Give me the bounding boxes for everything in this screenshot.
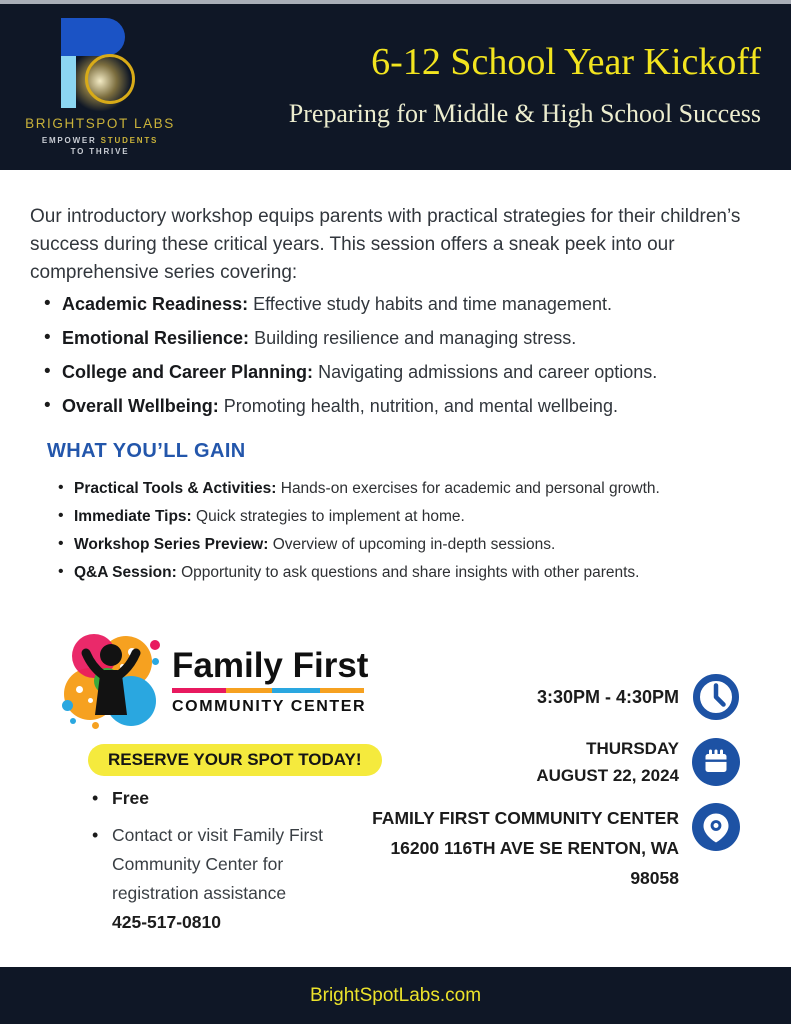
flyer-title: 6-12 School Year Kickoff bbox=[371, 41, 761, 83]
logo-dot bbox=[150, 640, 160, 650]
phone-number[interactable]: 425-517-0810 bbox=[112, 912, 221, 932]
header-banner bbox=[0, 0, 791, 170]
reserve-banner[interactable]: RESERVE YOUR SPOT TODAY! bbox=[88, 744, 382, 776]
brand-tagline-line1 bbox=[18, 136, 182, 145]
tagline-word-students: STUDENTS bbox=[100, 136, 159, 145]
bar-orange-segment bbox=[320, 688, 364, 693]
gain-list bbox=[74, 480, 774, 592]
list-item: • Overall Wellbeing: Promoting health, nutrition, and mental wellbeing. bbox=[62, 396, 762, 417]
date-row bbox=[536, 735, 740, 789]
topics-list bbox=[62, 294, 762, 430]
logo-dot bbox=[62, 700, 73, 711]
intro-paragraph: Our introductory workshop equips parents with practical strategies for their children’s success during these critical years. This session offers a sneak peek into our comprehensive series covering: bbox=[30, 206, 741, 283]
clock-icon bbox=[692, 673, 740, 721]
website-link[interactable]: BrightSpotLabs.com bbox=[309, 985, 482, 1006]
list-item: • Workshop Series Preview: Overview of upcoming in-depth sessions. bbox=[74, 536, 774, 554]
brand-name: BRIGHTSPOT LABS bbox=[25, 116, 175, 131]
bar-pink-segment bbox=[172, 688, 226, 693]
location-pin-icon bbox=[692, 803, 740, 851]
calendar-icon bbox=[692, 738, 740, 786]
logo-gold-ring bbox=[85, 54, 135, 104]
list-item: • College and Career Planning: Navigating admissions and career options. bbox=[62, 362, 762, 383]
logo-dot bbox=[152, 658, 159, 665]
bar-blue-segment bbox=[272, 688, 320, 693]
child-silhouette-icon bbox=[76, 642, 146, 722]
tagline-word-empower: EMPOWER bbox=[41, 136, 97, 145]
gain-section-heading: WHAT YOU’LL GAIN bbox=[47, 440, 246, 462]
cta-list bbox=[112, 784, 364, 945]
list-item: • Contact or visit Family First Community Center for registration assistance 425-517-0810 bbox=[112, 821, 364, 937]
list-item: • Free bbox=[112, 784, 364, 813]
family-first-logo-icon bbox=[62, 634, 160, 728]
bar-orange-segment bbox=[226, 688, 272, 693]
logo-lightblue-stem bbox=[61, 56, 76, 108]
list-item: • Practical Tools & Activities: Hands-on exercises for academic and personal growth. bbox=[74, 480, 774, 498]
flyer-subtitle: Preparing for Middle & High School Success bbox=[288, 99, 761, 128]
list-item: • Q&A Session: Opportunity to ask questions and share insights with other parents. bbox=[74, 564, 774, 582]
footer-banner bbox=[0, 967, 791, 1024]
brightspot-logo-icon bbox=[61, 18, 139, 110]
family-first-subtitle: COMMUNITY CENTER bbox=[172, 698, 367, 715]
logo-dot bbox=[92, 722, 99, 729]
list-item: • Immediate Tips: Quick strategies to implement at home. bbox=[74, 508, 774, 526]
family-first-logo bbox=[62, 634, 368, 728]
event-location: FAMILY FIRST COMMUNITY CENTER 16200 116TH AVE SE RENTON, WA 98058 bbox=[372, 808, 679, 888]
family-first-color-bar bbox=[172, 688, 364, 693]
event-date: THURSDAY AUGUST 22, 2024 bbox=[536, 739, 679, 785]
family-first-wordmark bbox=[172, 646, 368, 716]
brand-tagline-line2: TO THRIVE bbox=[70, 147, 130, 156]
page-top-border bbox=[0, 0, 791, 4]
list-item: • Emotional Resilience: Building resilience and managing stress. bbox=[62, 328, 762, 349]
brightspot-logo bbox=[18, 18, 182, 156]
family-first-name: Family First bbox=[172, 646, 369, 685]
location-row bbox=[372, 803, 740, 893]
time-row bbox=[537, 673, 740, 721]
event-time: 3:30PM - 4:30PM bbox=[536, 686, 679, 707]
list-item: • Academic Readiness: Effective study habits and time management. bbox=[62, 294, 762, 315]
logo-blue-bowl bbox=[61, 18, 125, 56]
